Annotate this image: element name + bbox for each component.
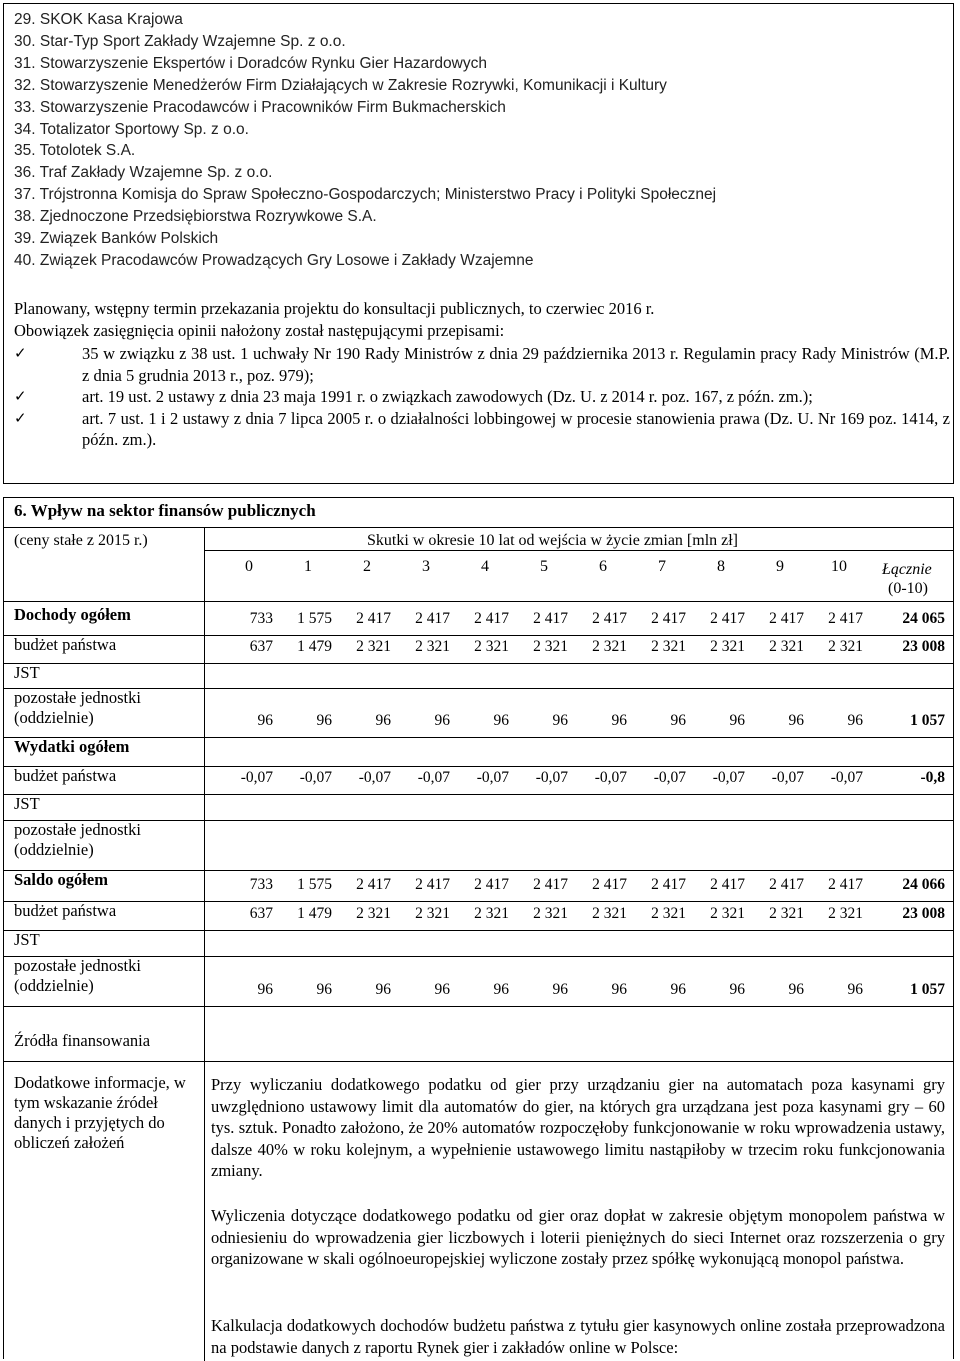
table-cell: 2 417 <box>769 876 804 893</box>
table-cell: 2 321 <box>592 905 627 922</box>
table-cell: 2 321 <box>533 638 568 655</box>
list-item: 39. Związek Banków Polskich <box>14 230 219 248</box>
table-cell: 2 321 <box>828 638 863 655</box>
obligation-text: art. 19 ust. 2 ustawy z dnia 23 maja 1991 r. o związkach zawodowych (Dz. U. z 2014 r. poz. 167, z późn. zm.); <box>82 387 813 406</box>
table-cell: 96 <box>729 712 745 729</box>
table-cell: -0,07 <box>240 769 273 786</box>
table-cell: -0,07 <box>476 769 509 786</box>
total-cell: 24 065 <box>902 610 945 627</box>
table-cell: -0,07 <box>417 769 450 786</box>
list-item: 32. Stowarzyszenie Menedżerów Firm Działających w Zakresie Rozrywki, Komunikacji i Kultury <box>14 76 667 94</box>
additional-info-label: Dodatkowe informacje, w tym wskazanie źródeł danych i przyjętych do obliczeń założeń <box>14 1073 186 1152</box>
table-cell: -0,07 <box>299 769 332 786</box>
table-cell: 2 321 <box>474 638 509 655</box>
table-cell: 2 417 <box>533 610 568 627</box>
table-cell: 96 <box>257 712 273 729</box>
total-cell: 1 057 <box>910 712 945 729</box>
total-cell: 23 008 <box>902 638 945 655</box>
table-cell: 96 <box>375 712 391 729</box>
table-cell: 96 <box>493 981 509 998</box>
table-cell: 2 321 <box>533 905 568 922</box>
table-cell: 2 417 <box>710 610 745 627</box>
year-header: 1 <box>304 558 312 575</box>
table-cell: 2 321 <box>710 905 745 922</box>
table-rule <box>204 550 953 551</box>
total-cell: -0,8 <box>920 769 945 786</box>
effects-header: Skutki w okresie 10 lat od wejścia w życie zmian [mln zł] <box>367 532 739 549</box>
year-header: 2 <box>363 558 371 575</box>
table-cell: 2 417 <box>769 610 804 627</box>
list-item: 40. Związek Pracodawców Prowadzących Gry Losowe i Zakłady Wzajemne <box>14 251 534 269</box>
additional-info-paragraph: Przy wyliczaniu dodatkowego podatku od gier przy urządzaniu gier na automatach poza kasynami gry uwzględniono ustawowy limit dla automatów do gier, na których gra urządzana jest poza kasynami gry – 60 tys. sztuk. Ponadto założono, że 20% automatów rozpoczęłoby funkcjonowanie w roku wprowadzenia ustawy, dalsze 40% w roku kolejnym, a wypełnienie ustawowego limitu nastąpiłoby w trzecim roku funkcjonowania zmiany. <box>211 1075 945 1180</box>
table-cell: 2 321 <box>415 905 450 922</box>
prices-label: (ceny stałe z 2015 r.) <box>14 532 148 549</box>
table-cell: 96 <box>257 981 273 998</box>
table-cell: 2 417 <box>356 610 391 627</box>
additional-info-paragraph: Wyliczenia dotyczące dodatkowego podatku od gier oraz dopłat w zakresie objętym monopolem państwa w odniesieniu do wprowadzenia gier liczbowych i loterii pieniężnych do sieci Internet oraz rozszerzenia o gry organizowane w skali ogólnoeuropejskiej wyliczone zostały przez spółkę wykonującą monopol państwa. <box>211 1206 945 1268</box>
table-cell: 96 <box>788 981 804 998</box>
list-item: 37. Trójstronna Komisja do Spraw Społeczno-Gospodarczych; Ministerstwo Pracy i Polityki Społecznej <box>14 186 717 204</box>
row-label: pozostałe jednostki (oddzielnie) <box>14 688 141 727</box>
table-cell: 96 <box>434 712 450 729</box>
table-cell: 1 575 <box>297 876 332 893</box>
table-cell: 96 <box>611 981 627 998</box>
table-cell: 2 321 <box>592 638 627 655</box>
table-cell: 2 321 <box>415 638 450 655</box>
checkmark-icon: ✓ <box>14 387 27 405</box>
table-cell: 2 417 <box>415 610 450 627</box>
table-cell: 2 321 <box>474 905 509 922</box>
table-cell: 1 575 <box>297 610 332 627</box>
table-cell: 2 417 <box>356 876 391 893</box>
table-cell: 96 <box>552 981 568 998</box>
row-label: JST <box>14 794 40 813</box>
table-cell: 733 <box>249 610 273 627</box>
table-cell: 2 417 <box>651 610 686 627</box>
obligation-item <box>14 343 950 386</box>
table-cell: 2 417 <box>710 876 745 893</box>
table-cell: 96 <box>847 712 863 729</box>
total-header: (0-10) <box>888 580 928 597</box>
table-cell: 2 321 <box>769 638 804 655</box>
year-header: 0 <box>245 558 253 575</box>
table-cell: 96 <box>670 712 686 729</box>
list-item: 31. Stowarzyszenie Ekspertów i Doradców Rynku Gier Hazardowych <box>14 54 487 72</box>
obligation-item <box>14 408 950 451</box>
consulted-entities-list <box>14 9 716 272</box>
row-label: Saldo ogółem <box>14 870 108 889</box>
obligation-intro-text: Obowiązek zasięgnięcia opinii nałożony został następującymi przepisami: <box>14 321 505 340</box>
obligations-list <box>14 343 950 451</box>
total-header: Łącznie <box>882 561 932 578</box>
table-rule <box>4 601 953 602</box>
table-cell: 637 <box>249 905 273 922</box>
table-cell: 96 <box>670 981 686 998</box>
section-6-box <box>3 497 954 1359</box>
year-header: 10 <box>831 558 847 575</box>
table-cell: 96 <box>788 712 804 729</box>
table-cell: -0,07 <box>653 769 686 786</box>
table-cell: 2 321 <box>356 638 391 655</box>
row-label: budżet państwa <box>14 635 117 654</box>
table-cell: 2 417 <box>828 610 863 627</box>
table-rule <box>4 527 953 528</box>
table-cell: 96 <box>434 981 450 998</box>
row-label: budżet państwa <box>14 766 117 785</box>
table-cell: 733 <box>249 876 273 893</box>
table-cell: 2 417 <box>533 876 568 893</box>
checkmark-icon: ✓ <box>14 344 27 362</box>
table-cell: 2 321 <box>710 638 745 655</box>
table-cell: 2 417 <box>415 876 450 893</box>
table-cell: 2 321 <box>651 638 686 655</box>
table-cell: 1 479 <box>297 638 332 655</box>
total-cell: 24 066 <box>902 876 945 893</box>
total-cell: 23 008 <box>902 905 945 922</box>
obligation-text: 35 w związku z 38 ust. 1 uchwały Nr 190 Rady Ministrów z dnia 29 października 2013 r. Regulamin pracy Rady Ministrów (M.P. z dnia 5 grudnia 2013 r., poz. 979); <box>82 344 950 385</box>
obligation-text: art. 7 ust. 1 i 2 ustawy z dnia 7 lipca 2005 r. o działalności lobbingowej w procesie stanowienia prawa (Dz. U. Nr 169 poz. 1414, z późn. zm.). <box>82 408 950 449</box>
section-6-title: 6. Wpływ na sektor finansów publicznych <box>14 501 316 520</box>
table-cell: 2 417 <box>592 610 627 627</box>
table-cell: -0,07 <box>830 769 863 786</box>
table-cell: 96 <box>847 981 863 998</box>
total-cell: 1 057 <box>910 981 945 998</box>
row-label: Wydatki ogółem <box>14 737 130 756</box>
year-header: 5 <box>540 558 548 575</box>
row-label: JST <box>14 663 40 682</box>
financing-label: Źródła finansowania <box>14 1031 151 1050</box>
table-cell: 637 <box>249 638 273 655</box>
table-rule <box>4 1061 953 1062</box>
table-cell: -0,07 <box>358 769 391 786</box>
list-item: 36. Traf Zakłady Wzajemne Sp. z o.o. <box>14 164 273 182</box>
year-header: 6 <box>599 558 607 575</box>
row-label: pozostałe jednostki (oddzielnie) <box>14 820 141 859</box>
table-rule <box>4 1006 953 1007</box>
table-cell: 96 <box>729 981 745 998</box>
table-cell: 2 321 <box>828 905 863 922</box>
year-header: 3 <box>422 558 430 575</box>
row-label: JST <box>14 930 40 949</box>
row-label: budżet państwa <box>14 901 117 920</box>
table-rule <box>204 527 205 1100</box>
table-cell: 2 321 <box>356 905 391 922</box>
list-item: 38. Zjednoczone Przedsiębiorstwa Rozrywkowe S.A. <box>14 208 377 226</box>
table-cell: 2 417 <box>592 876 627 893</box>
list-item: 29. SKOK Kasa Krajowa <box>14 11 183 28</box>
table-cell: 96 <box>316 981 332 998</box>
table-cell: 2 417 <box>474 876 509 893</box>
table-cell: 96 <box>611 712 627 729</box>
table-cell: 2 417 <box>651 876 686 893</box>
table-cell: 2 417 <box>828 876 863 893</box>
checkmark-icon: ✓ <box>14 408 27 427</box>
additional-info-paragraph: Kalkulacja dodatkowych dochodów budżetu państwa z tytułu gier kasynowych online została przeprowadzona na podstawie danych z raportu Rynek gier i zakładów online w Polsce: <box>211 1316 945 1357</box>
row-label: pozostałe jednostki (oddzielnie) <box>14 956 141 995</box>
table-cell: 2 417 <box>474 610 509 627</box>
table-cell: 2 321 <box>769 905 804 922</box>
planned-term-text: Planowany, wstępny termin przekazania projektu do konsultacji publicznych, to czerwiec 2016 r. <box>14 299 655 318</box>
list-item: 33. Stowarzyszenie Pracodawców i Pracowników Firm Bukmacherskich <box>14 98 506 116</box>
year-header: 9 <box>776 558 784 575</box>
list-item: 30. Star-Typ Sport Zakłady Wzajemne Sp. z o.o. <box>14 32 346 50</box>
table-cell: 1 479 <box>297 905 332 922</box>
table-cell: -0,07 <box>712 769 745 786</box>
year-header: 4 <box>481 558 489 575</box>
year-header: 7 <box>658 558 666 575</box>
row-label: Dochody ogółem <box>14 605 131 624</box>
table-cell: 96 <box>493 712 509 729</box>
table-cell: 2 321 <box>651 905 686 922</box>
table-cell: 96 <box>316 712 332 729</box>
table-rule <box>204 1061 205 1361</box>
table-cell: 96 <box>375 981 391 998</box>
year-header: 8 <box>717 558 725 575</box>
obligation-item <box>14 386 950 408</box>
table-cell: -0,07 <box>594 769 627 786</box>
table-cell: 96 <box>552 712 568 729</box>
consultation-box <box>3 3 954 484</box>
table-cell: -0,07 <box>535 769 568 786</box>
table-cell: -0,07 <box>771 769 804 786</box>
list-item: 34. Totalizator Sportowy Sp. z o.o. <box>14 120 249 138</box>
list-item: 35. Totolotek S.A. <box>14 142 136 160</box>
